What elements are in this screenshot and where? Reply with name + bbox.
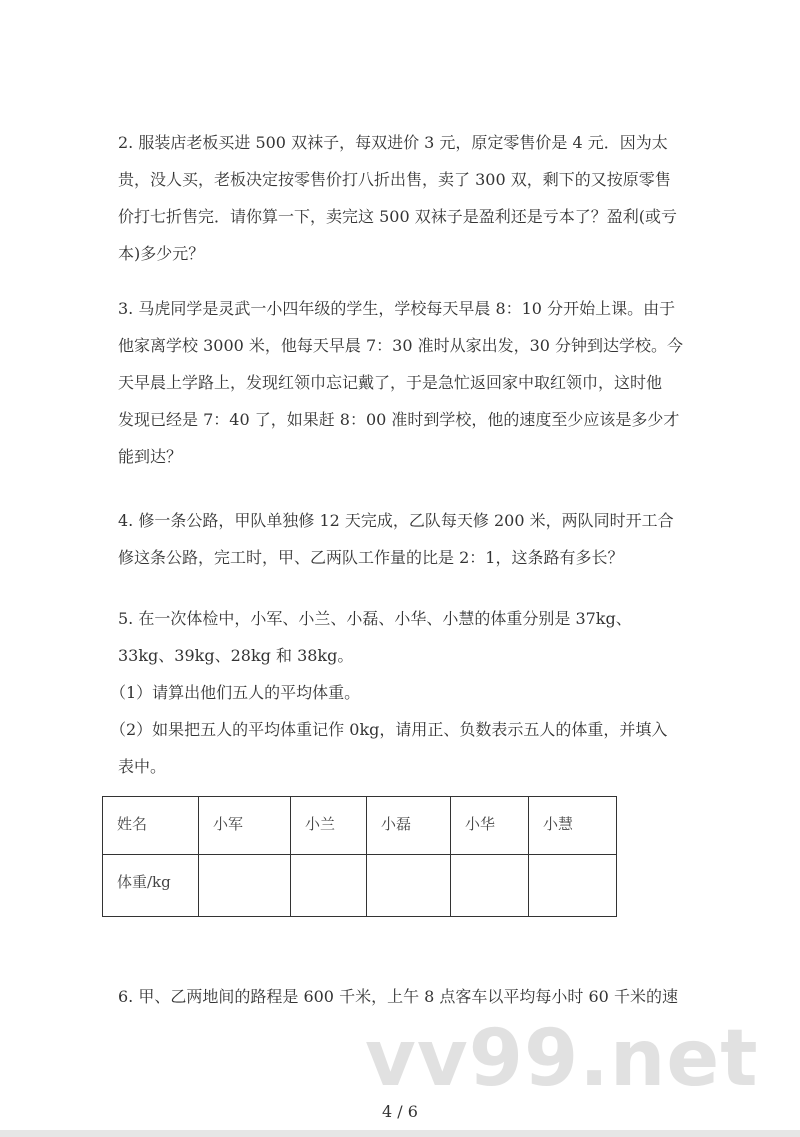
text-line: 价打七折售完．请你算一下，卖完这 500 双袜子是盈利还是亏本了？盈利(或亏 [118,207,677,226]
text-line: 他家离学校 3000 米，他每天早晨 7：30 准时从家出发，30 分钟到达学校。今 [118,336,684,355]
table-cell [451,855,529,917]
page-number: 4 / 6 [382,1102,418,1121]
question-4 [118,502,698,576]
text-line: （1）请算出他们五人的平均体重。 [110,683,361,702]
table-cell: 体重/kg [103,855,199,917]
table-cell: 小磊 [367,797,451,855]
table-cell: 姓名 [103,797,199,855]
text-line: 发现已经是 7：40 了，如果赶 8：00 准时到学校，他的速度至少应该是多少才 [118,410,680,429]
table-cell [529,855,617,917]
watermark: vv99.net [365,1014,759,1104]
text-line: 6. 甲、乙两地间的路程是 600 千米，上午 8 点客车以平均每小时 60 千米的速 [118,987,678,1006]
question-3 [118,290,698,475]
text-line: 2. 服装店老板买进 500 双袜子，每双进价 3 元，原定零售价是 4 元．因为太 [118,133,668,152]
text-line: （2）如果把五人的平均体重记作 0kg，请用正、负数表示五人的体重，并填入 [110,720,668,739]
table-cell: 小华 [451,797,529,855]
question-6 [118,978,698,1015]
text-line: 修这条公路，完工时，甲、乙两队工作量的比是 2：1，这条路有多长？ [118,548,624,567]
text-line: 3. 马虎同学是灵武一小四年级的学生，学校每天早晨 8：10 分开始上课。由于 [118,299,676,318]
table-cell: 小慧 [529,797,617,855]
question-5 [110,600,698,785]
text-line: 本)多少元？ [118,244,205,263]
text-line: 表中。 [118,757,167,776]
table-row [103,855,617,917]
table-cell [367,855,451,917]
text-line: 天早晨上学路上，发现红领巾忘记戴了，于是急忙返回家中取红领巾，这时他 [118,373,663,392]
text-line: 33kg、39kg、28kg 和 38kg。 [118,646,354,665]
table-cell [291,855,367,917]
text-line: 5. 在一次体检中，小军、小兰、小磊、小华、小慧的体重分别是 37kg、 [118,609,632,628]
text-line: 贵，没人买，老板决定按零售价打八折出售，卖了 300 双，剩下的又按原零售 [118,170,671,189]
text-line: 能到达？ [118,447,183,466]
text-line: 4. 修一条公路，甲队单独修 12 天完成，乙队每天修 200 米，两队同时开工合 [118,511,674,530]
question-2 [118,124,698,272]
table-cell: 小军 [199,797,291,855]
page-bottom-edge [0,1130,800,1137]
table-cell [199,855,291,917]
table-row [103,797,617,855]
weight-table [102,796,617,917]
table-cell: 小兰 [291,797,367,855]
